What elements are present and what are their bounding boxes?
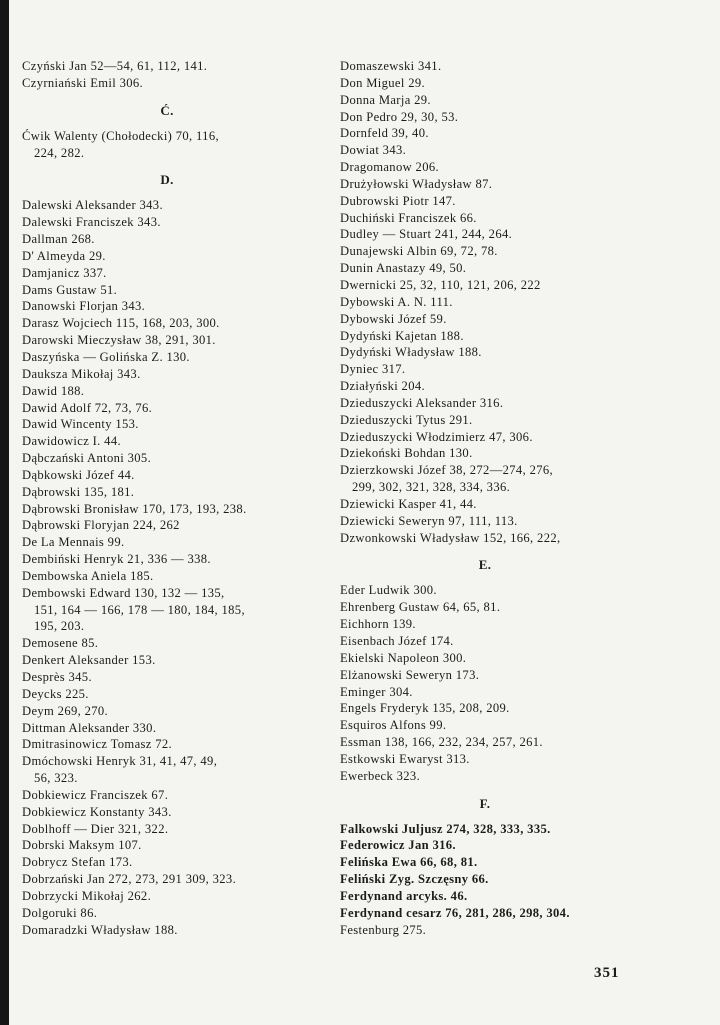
index-entry: Dembowski Edward 130, 132 — 135, bbox=[22, 585, 225, 600]
index-entry: Ehrenberg Gustaw 64, 65, 81. bbox=[340, 600, 501, 615]
index-entry: Dallman 268. bbox=[22, 232, 95, 247]
index-entry: Darasz Wojciech 115, 168, 203, 300. bbox=[22, 316, 220, 331]
index-entry: Desprès 345. bbox=[22, 670, 92, 684]
index-entry-continuation: 56, 323. bbox=[34, 771, 78, 786]
index-entry: Dydyński Kajetan 188. bbox=[340, 328, 464, 343]
index-entry: Dzwonkowski Władysław 152, 166, 222, bbox=[340, 530, 561, 545]
index-entry: Dowiat 343. bbox=[340, 143, 407, 158]
index-entry: Dzierzkowski Józef 38, 272—274, 276, bbox=[340, 463, 554, 478]
index-entry: Dalewski Aleksander 343. bbox=[22, 198, 163, 213]
index-entry: Dawid Wincenty 153. bbox=[22, 417, 139, 432]
index-entry: Dobkiewicz Franciszek 67. bbox=[22, 787, 169, 802]
index-entry: Dąbkowski Józef 44. bbox=[22, 467, 135, 482]
index-entry: Damjanicz 337. bbox=[22, 265, 107, 280]
index-entry: Dziewicki Kasper 41, 44. bbox=[340, 496, 477, 511]
index-entry: Feliński Zyg. Szczęsny 66. bbox=[340, 872, 489, 887]
index-entry: Dzieduszycki Aleksander 316. bbox=[340, 395, 504, 410]
index-entry: Danowski Florjan 343. bbox=[22, 299, 146, 314]
index-entry: Duchiński Franciszek 66. bbox=[340, 210, 477, 225]
index-entry: Dziekoński Bohdan 130. bbox=[340, 446, 473, 461]
index-entry-continuation: 195, 203. bbox=[34, 619, 85, 634]
index-entry: Dawidowicz I. 44. bbox=[22, 434, 121, 449]
index-entry: Dmóchowski Henryk 31, 41, 47, 49, bbox=[22, 754, 218, 769]
index-entry: Dudley — Stuart 241, 244, 264. bbox=[340, 227, 513, 242]
index-entry: Ferdynand arcyks. 46. bbox=[340, 888, 468, 903]
index-entry: Dmitrasinowicz Tomasz 72. bbox=[22, 737, 172, 752]
index-entry: Dwernicki 25, 32, 110, 121, 206, 222 bbox=[340, 277, 541, 292]
index-entry: Dittman Aleksander 330. bbox=[22, 720, 157, 735]
index-entry: Dybowski Józef 59. bbox=[340, 311, 447, 326]
index-entry: Daszyńska — Golińska Z. 130. bbox=[22, 349, 190, 364]
index-column-left bbox=[22, 58, 322, 939]
page-number: 351 bbox=[594, 965, 620, 981]
index-entry: Elżanowski Seweryn 173. bbox=[340, 667, 480, 682]
scan-edge bbox=[0, 0, 9, 1025]
index-entry: Dembiński Henryk 21, 336 — 338. bbox=[22, 552, 211, 567]
index-entry: Dubrowski Piotr 147. bbox=[340, 193, 456, 208]
index-entry: Dauksza Mikołaj 343. bbox=[22, 366, 141, 381]
index-entry: Donna Marja 29. bbox=[340, 92, 431, 107]
index-entry: Domaradzki Władysław 188. bbox=[22, 922, 178, 937]
index-entry: Denkert Aleksander 153. bbox=[22, 653, 156, 668]
index-entry: Dawid 188. bbox=[22, 383, 85, 398]
index-entry: Dunin Anastazy 49, 50. bbox=[340, 261, 467, 276]
index-entry: Drużyłowski Władysław 87. bbox=[340, 176, 493, 191]
index-entry: Festenburg 275. bbox=[340, 922, 427, 937]
index-entry: Eichhorn 139. bbox=[340, 617, 416, 632]
index-entry: Engels Fryderyk 135, 208, 209. bbox=[340, 701, 510, 716]
index-entry: Dąbrowski Bronisław 170, 173, 193, 238. bbox=[22, 501, 247, 516]
index-entry: Dobrzański Jan 272, 273, 291 309, 323. bbox=[22, 872, 237, 887]
index-entry: Dybowski A. N. 111. bbox=[340, 294, 453, 309]
index-entry: Dąbrowski Floryjan 224, 262 bbox=[22, 518, 180, 533]
index-entry: Dawid Adolf 72, 73, 76. bbox=[22, 400, 153, 415]
index-entry: Deym 269, 270. bbox=[22, 703, 109, 718]
index-entry: Ferdynand cesarz 76, 281, 286, 298, 304. bbox=[340, 905, 570, 920]
index-entry: Falkowski Juljusz 274, 328, 333, 335. bbox=[340, 821, 551, 836]
index-entry: Dziewicki Seweryn 97, 111, 113. bbox=[340, 513, 518, 528]
index-entry: Darowski Mieczysław 38, 291, 301. bbox=[22, 333, 216, 348]
index-entry: Dobkiewicz Konstanty 343. bbox=[22, 804, 172, 819]
index-entry: Doblhoff — Dier 321, 322. bbox=[22, 821, 169, 836]
index-entry: Dzieduszycki Tytus 291. bbox=[340, 412, 473, 427]
index-entry: Federowicz Jan 316. bbox=[340, 838, 456, 853]
section-heading-d: D. bbox=[160, 172, 174, 188]
index-entry: Działyński 204. bbox=[340, 379, 426, 394]
index-entry: Ćwik Walenty (Chołodecki) 70, 116, bbox=[22, 128, 219, 143]
index-entry: Dydyński Władysław 188. bbox=[340, 345, 482, 360]
index-entry-continuation: 224, 282. bbox=[34, 145, 85, 160]
index-entry: Esquiros Alfons 99. bbox=[340, 718, 447, 733]
section-heading-c-acute: Ć. bbox=[160, 102, 174, 118]
index-column-right bbox=[340, 58, 640, 939]
index-entry: Don Miguel 29. bbox=[340, 75, 426, 90]
index-entry-continuation: 151, 164 — 166, 178 — 180, 184, 185, bbox=[34, 602, 245, 617]
index-entry: Felińska Ewa 66, 68, 81. bbox=[340, 855, 478, 870]
index-entry: Deycks 225. bbox=[22, 686, 89, 701]
index-entry: Eminger 304. bbox=[340, 684, 413, 699]
index-entry: D' Almeyda 29. bbox=[22, 248, 106, 263]
index-entry: Dolgoruki 86. bbox=[22, 905, 98, 920]
index-entry: Eisenbach Józef 174. bbox=[340, 634, 454, 648]
section-heading-e: E. bbox=[478, 557, 492, 573]
index-entry: Dornfeld 39, 40. bbox=[340, 126, 429, 141]
index-entry: Demosene 85. bbox=[22, 636, 99, 651]
index-entry: Dams Gustaw 51. bbox=[22, 282, 118, 297]
index-entry: De La Mennais 99. bbox=[22, 535, 125, 550]
index-entry: Ewerbeck 323. bbox=[340, 768, 421, 783]
index-entry: Dobrycz Stefan 173. bbox=[22, 855, 133, 870]
index-entry: Don Pedro 29, 30, 53. bbox=[340, 109, 459, 124]
index-entry: Eder Ludwik 300. bbox=[340, 583, 437, 598]
index-entry: Dąbrowski 135, 181. bbox=[22, 484, 135, 499]
index-entry: Czyński Jan 52—54, 61, 112, 141. bbox=[22, 59, 208, 73]
index-entry-continuation: 299, 302, 321, 328, 334, 336. bbox=[352, 480, 511, 495]
index-entry: Dembowska Aniela 185. bbox=[22, 568, 154, 583]
index-entry: Estkowski Ewaryst 313. bbox=[340, 751, 470, 766]
index-entry: Dzieduszycki Włodzimierz 47, 306. bbox=[340, 429, 533, 444]
index-entry: Dąbczański Antoni 305. bbox=[22, 451, 152, 466]
index-entry: Dalewski Franciszek 343. bbox=[22, 215, 161, 230]
index-entry: Domaszewski 341. bbox=[340, 59, 442, 73]
index-entry: Czyrniański Emil 306. bbox=[22, 75, 144, 90]
index-entry: Dobrzycki Mikołaj 262. bbox=[22, 888, 152, 903]
index-entry: Dragomanow 206. bbox=[340, 160, 439, 175]
index-entry: Dyniec 317. bbox=[340, 362, 406, 377]
index-entry: Dunajewski Albin 69, 72, 78. bbox=[340, 244, 498, 259]
index-entry: Dobrski Maksym 107. bbox=[22, 838, 142, 853]
index-entry: Essman 138, 166, 232, 234, 257, 261. bbox=[340, 735, 543, 750]
section-heading-f: F. bbox=[479, 795, 491, 811]
index-entry: Ekielski Napoleon 300. bbox=[340, 650, 467, 665]
